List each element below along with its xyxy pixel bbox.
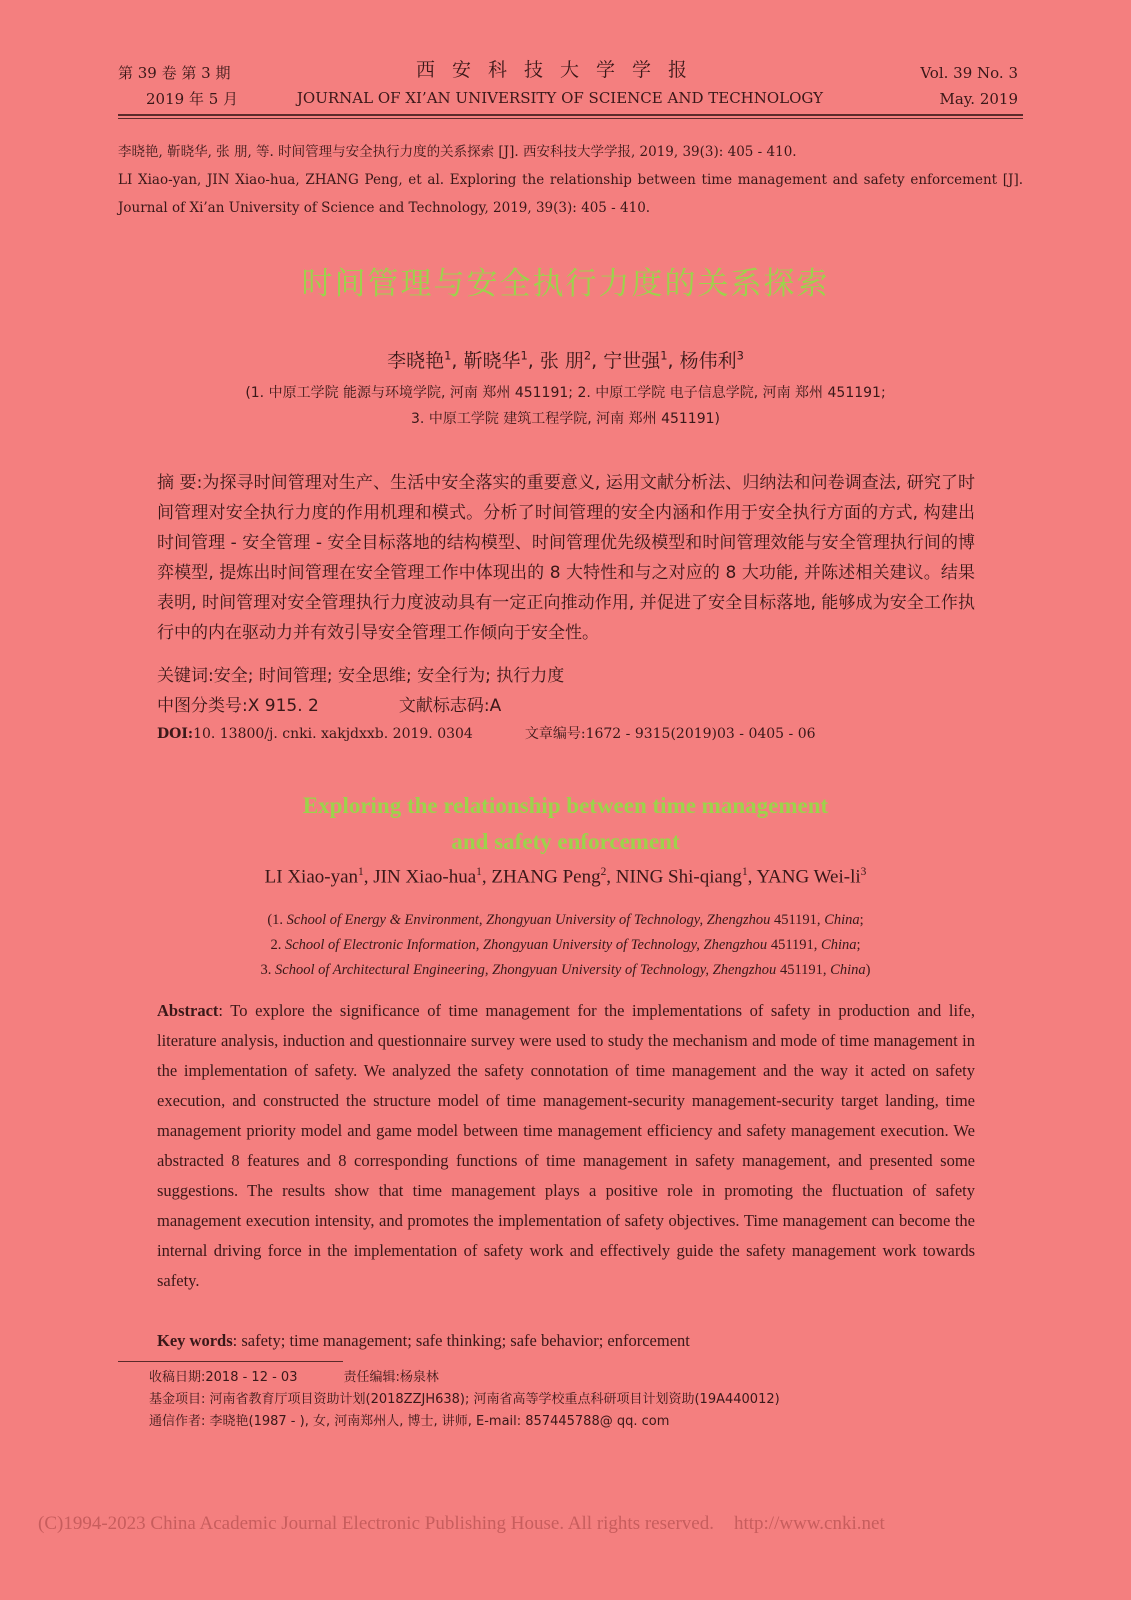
keywords-en-label: Key words (157, 1331, 233, 1350)
editor-label: 责任编辑: (343, 1370, 400, 1385)
received-label: 收稿日期: (149, 1370, 206, 1385)
keywords-en-text: : safety; time management; safe thinking; safe behavior; enforcement (232, 1331, 690, 1350)
affiliation-en-line (0, 908, 1131, 933)
journal-issue-info-cn (118, 60, 238, 112)
affiliation-postcode: 451191, (776, 962, 831, 978)
journal-name-cn: 西安科技大学学报 (415, 59, 704, 81)
affiliation-country: China (824, 912, 860, 928)
keywords-en (157, 1326, 690, 1356)
copyright-text: (C)1994-2023 China Academic Journal Electronic Publishing House. All rights reserved. (38, 1513, 714, 1534)
affiliation-en-line (0, 933, 1131, 958)
authors-cn: 李晓艳$^1$, 靳晓华$^1$, 张 朋$^2$, 宁世强$^1$, 杨伟利$^3$ (387, 348, 744, 372)
author-en: LI Xiao-yan (264, 866, 359, 888)
author-affiliation-mark: 1 (358, 866, 364, 878)
author-cn: 李晓艳 (387, 350, 445, 372)
affiliation-institution: School of Electronic Information, Zhongyuan University of Technology, Zhengzhou (284, 937, 768, 953)
affiliation-country: China (830, 962, 866, 978)
author-en: NING Shi-qiang (615, 866, 742, 888)
header-rule-top (118, 114, 1023, 116)
paper-title-en-line1: Exploring the relationship between time management (302, 793, 829, 818)
doi-value: 10. 13800/j. cnki. xakjdxxb. 2019. 0304 (193, 726, 473, 742)
clc-label: 中图分类号: (157, 696, 248, 716)
affiliation-postcode: 451191, (767, 937, 822, 953)
paper-title-en-line2: and safety enforcement (451, 829, 680, 854)
editor-name: 杨泉林 (399, 1370, 439, 1385)
affiliation-end: ; (856, 937, 861, 953)
article-number-label: 文章编号: (524, 726, 586, 742)
author-cn: 张 朋 (539, 350, 584, 372)
author-en: YANG Wei-li (756, 866, 861, 888)
abstract-en (157, 996, 975, 1296)
footnote-received (149, 1367, 780, 1389)
author-affiliation-mark: 3 (736, 348, 744, 363)
affiliation-institution: School of Architectural Engineering, Zhongyuan University of Technology, Zhengzhou (275, 962, 777, 978)
journal-name-en: JOURNAL OF XI’AN UNIVERSITY OF SCIENCE AND TECHNOLOGY (296, 89, 824, 107)
received-date: 2018 - 12 - 03 (205, 1370, 298, 1385)
authors-en: LI Xiao-yan$^1$, JIN Xiao-hua$^1$, ZHANG Peng$^2$, NING Shi-qiang$^1$, YANG Wei-$li^3$ (264, 866, 867, 888)
author-cn: 靳晓华 (463, 350, 521, 372)
classification-line (157, 691, 975, 721)
abstract-cn-text: 为探寻时间管理对生产、生活中安全落实的重要意义, 运用文献分析法、归纳法和问卷调查法, 研究了时间管理对安全执行力度的作用机理和模式。分析了时间管理的安全内涵和作用于安全执行方面的方式, 构建出时间管理 - 安全管理 - 安全目标落地的结构模型、时间管理优先级模型和时间管理效能与安全管理执行间的博弈模型, 提炼出时间管理在安全管理工作中体现出的 8 大特性和与之对应的 8 大功能, 并陈述相关建议。结果表明, 时间管理对安全管理执行力度波动具有一定正向推动作用, 并促进了安全目标落地, 能够成为安全工作执行中的内在驱动力并有效引导安全管理工作倾向于安全性。 (157, 473, 975, 643)
volume-cn: 第 39 卷 第 3 期 (118, 64, 231, 82)
article-number-value: 1672 - 9315(2019)03 - 0405 - 06 (585, 726, 816, 742)
date-en: May. 2019 (939, 90, 1018, 108)
copyright-url[interactable]: http://www.cnki.net (733, 1513, 885, 1534)
citation-block (118, 138, 1023, 222)
author-affiliation-mark: 2 (600, 866, 607, 878)
doi-line (157, 721, 816, 747)
footnote-correspondence: 通信作者: 李晓艳(1987 - ), 女, 河南郑州人, 博士, 讲师, E-mail: 857445788@ qq. com (149, 1414, 670, 1429)
footnote-fund: 基金项目: 河南省教育厅项目资助计划(2018ZZJH638); 河南省高等学校重点科研项目计划资助(19A440012) (149, 1392, 780, 1407)
affiliation-cn-line: 3. 中原工学院 建筑工程学院, 河南 郑州 451191) (411, 411, 720, 427)
abstract-en-text: : To explore the significance of time management for the implementations of safety in production and life, literature analysis, induction and questionnaire survey were used to study the mechanism and mode of time management in the implementation of safety. We analyzed the safety connotation of time management and the way it acted on safety execution, and constructed the structure model of time management-security management-security target landing, time management priority model and game model between time management efficiency and safety management execution. We abstracted 8 features and 8 corresponding functions of time management in safety management, and presented some suggestions. The results show that time management plays a positive role in promoting the fluctuation of safety management execution intensity, and promotes the implementation of safety objectives. Time management can become the internal driving force in the implementation of safety work and effectively guide the safety management work towards safety. (157, 1001, 975, 1290)
affiliation-en-line (0, 958, 1131, 983)
author-affiliation-mark: 1 (660, 348, 668, 363)
abstract-cn (157, 468, 975, 648)
keywords-cn-label: 关键词: (157, 666, 214, 686)
affiliation-institution: School of Energy & Environment, Zhongyuan University of Technology, Zhengzhou (286, 912, 771, 928)
affiliation-end: ; (859, 912, 864, 928)
keywords-cn (157, 661, 975, 691)
affiliation-prefix: (1. (267, 912, 287, 928)
keywords-cn-block (157, 661, 975, 721)
paper-title-cn: 时间管理与安全执行力度的关系探索 (301, 266, 830, 302)
author-en: JIN Xiao-hua (373, 866, 477, 888)
abstract-cn-label: 摘 要: (157, 473, 203, 493)
doc-code-value: A (489, 696, 502, 716)
volume-en: Vol. 39 No. 3 (920, 64, 1018, 82)
journal-name (250, 56, 870, 112)
date-cn: 2019 年 5 月 (146, 90, 239, 108)
affiliation-end: ) (865, 962, 871, 978)
author-affiliation-mark: 3 (860, 866, 867, 878)
affiliation-prefix: 3. (260, 962, 276, 978)
paper-title-en (0, 788, 1131, 860)
author-affiliation-mark: 2 (583, 348, 592, 363)
author-affiliation-mark: 1 (741, 866, 748, 878)
doi-label: DOI: (157, 726, 194, 742)
journal-issue-info-en (888, 60, 1018, 112)
affiliation-postcode: 451191, (770, 912, 825, 928)
affiliation-prefix: 2. (270, 937, 285, 953)
citation-cn: 李晓艳, 靳晓华, 张 朋, 等. 时间管理与安全执行力度的关系探索 [J]. 西安科技大学学报, 2019, 39(3): 405 - 410. (118, 144, 797, 160)
affiliation-country: China (821, 937, 857, 953)
affiliations-en (0, 908, 1131, 983)
abstract-en-label: Abstract (157, 1001, 219, 1020)
footnotes (149, 1367, 780, 1433)
footnote-rule (118, 1361, 343, 1362)
author-affiliation-mark: 1 (520, 348, 528, 363)
affiliations-cn (0, 380, 1131, 432)
clc-value: X 915. 2 (247, 696, 319, 716)
affiliation-cn-line: (1. 中原工学院 能源与环境学院, 河南 郑州 451191; 2. 中原工学院 电子信息学院, 河南 郑州 451191; (245, 385, 886, 401)
doc-code-label: 文献标志码: (398, 696, 490, 716)
author-cn: 宁世强 (603, 350, 661, 372)
author-en: ZHANG Peng (491, 866, 601, 888)
author-cn: 杨伟利 (679, 350, 737, 372)
citation-en-line1: LI Xiao-yan, JIN Xiao-hua, ZHANG Peng, et al. Exploring the relationship between time management and safety enforcement [J]. (118, 172, 1023, 188)
header-rule-bottom (118, 118, 1023, 119)
author-affiliation-mark: 1 (444, 348, 452, 363)
author-affiliation-mark: 1 (476, 866, 482, 878)
copyright-watermark (38, 1513, 885, 1535)
citation-en-line2: Journal of Xi’an University of Science and Technology, 2019, 39(3): 405 - 410. (118, 200, 651, 216)
keywords-cn-text: 安全; 时间管理; 安全思维; 安全行为; 执行力度 (213, 666, 565, 686)
